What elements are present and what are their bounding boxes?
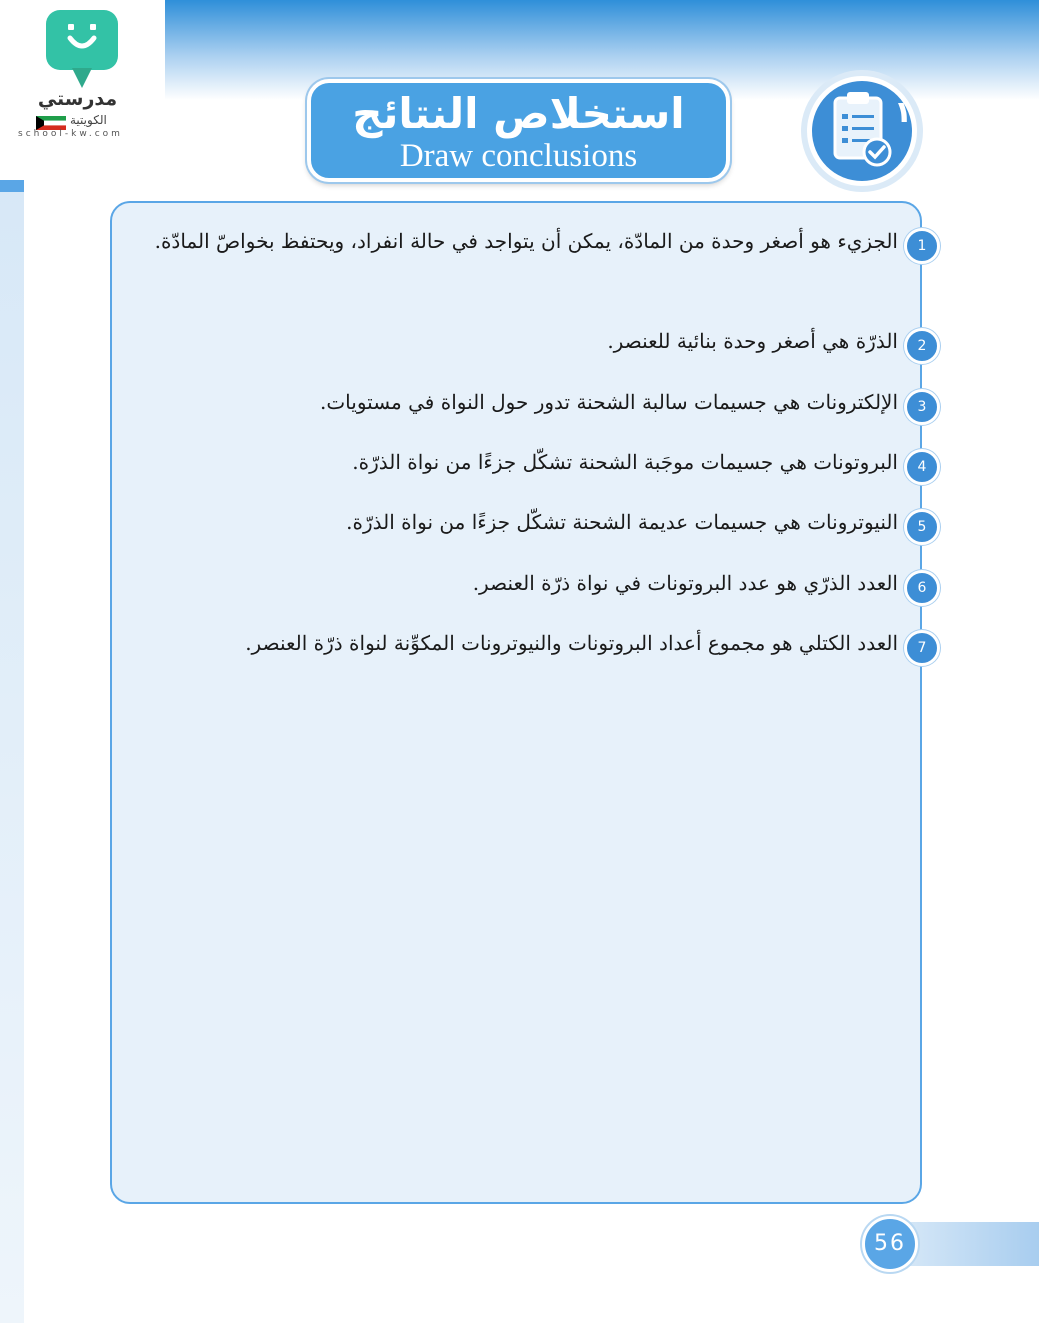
- badge-number: ١: [893, 95, 913, 130]
- item-text: النيوترونات هي جسيمات عديمة الشحنة تشكّل جزءًا من نواة الذرّة.: [346, 510, 898, 534]
- list-item: [143, 563, 927, 603]
- clipboard-check-icon: [835, 92, 890, 165]
- item-text: الجزيء هو أصغر وحدة من المادّة، يمكن أن يتواجد في حالة انفراد، ويحتفظ بخواصّ المادّة.: [154, 229, 898, 253]
- item-text: الذرّة هي أصغر وحدة بنائية للعنصر.: [607, 329, 898, 353]
- item-number-badge: 5: [904, 509, 940, 545]
- list-item: [143, 442, 927, 482]
- item-number-badge: 6: [904, 570, 940, 606]
- logo-subtitle: الكويتية: [70, 113, 107, 127]
- item-text: البروتونات هي جسيمات موجَبة الشحنة تشكّل جزءًا من نواة الذرّة.: [352, 450, 898, 474]
- list-item: [143, 382, 927, 422]
- item-text: العدد الكتلي هو مجموع أعداد البروتونات والنيوترونات المكوِّنة لنواة ذرّة العنصر.: [245, 631, 898, 655]
- item-number-badge: 4: [904, 449, 940, 485]
- logo-url: school-kw.com: [18, 129, 123, 139]
- conclusions-panel: [110, 201, 927, 1204]
- item-number-badge: 7: [904, 630, 940, 666]
- left-strip-marker: [0, 180, 24, 192]
- item-number-badge: 1: [904, 228, 940, 264]
- section-title-english: Draw conclusions: [399, 138, 638, 174]
- logo-mark-icon: [46, 10, 118, 70]
- site-logo[interactable]: [0, 0, 165, 145]
- item-number-badge: 2: [904, 328, 940, 364]
- logo-tag-icon: [72, 68, 92, 88]
- item-number-badge: 3: [904, 389, 940, 425]
- kuwait-flag-icon: [36, 116, 66, 130]
- left-decorative-strip: [0, 180, 24, 1323]
- page-number-band: [905, 1222, 1039, 1266]
- section-title-box: [307, 79, 730, 182]
- list-item: [143, 502, 927, 542]
- section-title-arabic: استخلاص النتائج: [352, 89, 685, 138]
- list-item: [143, 221, 927, 261]
- logo-name: مدرستي: [37, 88, 118, 110]
- item-text: العدد الذرّي هو عدد البروتونات في نواة ذرّة العنصر.: [472, 571, 898, 595]
- item-text: الإلكترونات هي جسيمات سالبة الشحنة تدور حول النواة في مستويات.: [320, 390, 898, 414]
- section-badge: [799, 68, 925, 194]
- page-number: 56: [862, 1216, 918, 1272]
- smile-icon: [64, 22, 100, 58]
- list-item: [143, 623, 927, 663]
- list-item: [143, 321, 927, 361]
